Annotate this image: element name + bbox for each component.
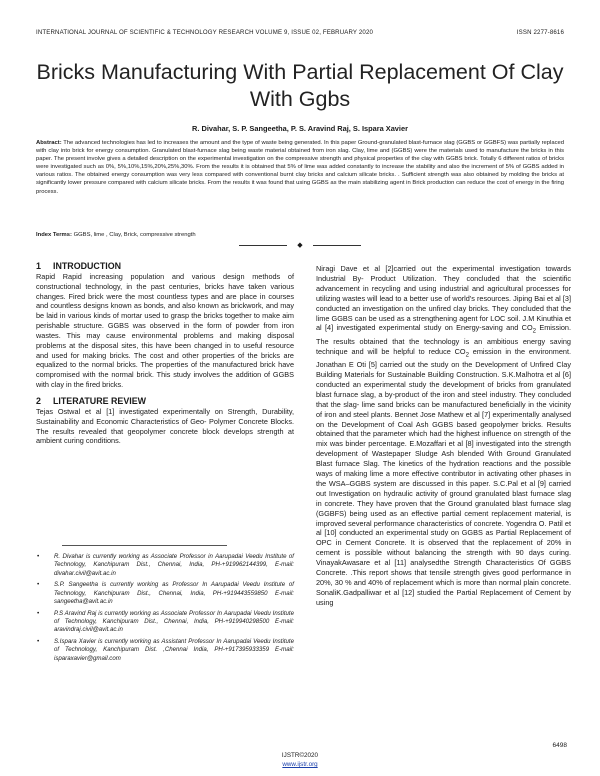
paper-id: IJSTR©2020 (281, 752, 319, 759)
intro-title: INTRODUCTION (53, 261, 122, 271)
lit-text: Tejas Ostwal et al [1] investigated experimentally on Strength, Durability, Sustainability and Economic Characteristics of Geo- Polymer Concrete Blocks. The results revealed that geopolymer concrete block develops strength at ambient curing conditions. (36, 406, 294, 446)
journal-name: INTERNATIONAL JOURNAL OF SCIENTIFIC & TECHNOLOGY RESEARCH VOLUME 9, ISSUE 02, FEBRUARY 2020 (36, 29, 374, 36)
right-column (316, 264, 571, 608)
authors: R. Divahar, S. P. Sangeetha, P. S. Aravind Raj, S. Ispara Xavier (192, 124, 408, 133)
diamond-icon: ◆ (297, 242, 303, 249)
journal-header (36, 29, 564, 36)
issn: ISSN 2277-8616 (516, 29, 564, 36)
bullet-icon: • (37, 638, 40, 646)
footnote-text: S.Ispara Xavier is currently working as Assistant Professor In Aarupadai Veedu Institute of Technology, Kanchipuram Dist. ,Chennai India, PH-+917395933359 E-mail: isparaxavier@gmail.com (54, 638, 294, 662)
lit-text-part3: emission in the environment. Jonathan E Oti [5] carried out the study on the Development of Unfired Clay Building Materials for Sustainable Building Construction. S.K.Malhotra et al [6] conducted an experimental study the development of bricks from granulated blast furnace slag, a by-product of the iron and steel industry. They concluded that the slag- lime sand bricks can be manufactured beneficially in the vicinity of iron and steel plants. Bennet Jose Mathew et al [7] experimentally analysed on the Development of Coal Ash GGBS based geopolymer bricks. Results obtained that the parameter which had the highest influence on strength of the mix was binder percentage. E.Mozaffari et al [8] investigated into the strength development of Wastepaper Sludge Ash blended With Ground Granulated Blast furnace Slag. The kinetics of the hydration reactions and the possible ways of making lime a more effective contributor in activating other phases in the WSA–GGBS system are discussed in this paper. S.C.Pal et al [9] carried out Investigation on hydraulic activity of ground granulated blast furnace slag in concrete. They have proven that the Ground granulated blast furnace slag (GGBFS) being used as an effective partial cement replacement material, is improved several performance characteristics of concrete. Yogendra O. Patil et al [10] conducted an experimental study on GGBS as Partial Replacement of OPC in Cement Concrete. It is observed that the replacement of 20% in cement is possible without balancing the strength with 90 days curing. VinayakAwasare et al [11] analysedthe Strength Characteristics Of GGBS Concrete. .This report shows that tensile strength gives good performance in 20%, 30 % and 40% of replacement which is more than normal plain concrete. SonaliK.Gadpalliwar et al [12] studied the Partial Replacement of Cement by using (316, 346, 571, 607)
abstract-label: Abstract: (36, 140, 62, 146)
index-terms (36, 231, 564, 239)
page-number: 6498 (552, 742, 567, 749)
lit-text-part1: Niragi Dave et al [2]carried out the experimental investigation towards Industrial By- Product Utilization. They concluded that the scientific advancement in recycling and using industrial and agricultural processes for utilizing wastes will lead to a better use of world's resources. Jiping Bai et al [3] conducted an investigation on the unfired clay bricks. They concluded that the lime GGBS can be used as a strengthening agent for LOC soil. J.M Kinuthia et al [4] investigated experimental study on Energy-saving and CO (316, 264, 571, 333)
bullet-icon: • (37, 581, 40, 589)
subscript: 2 (465, 351, 469, 359)
bullet-icon: • (37, 609, 40, 617)
left-column (36, 262, 294, 446)
abstract-text: The advanced technologies has led to increases the amount and the type of waste being generated. In this paper Ground-granulated blast-furnace slag (GGBS or GGBFS) was partially replaced with clay into brick for energy consumption. Granulated blast-furnace slag being waste material obtained from iron slag. Clay, lime and (GGBS) were the materials used to manufacture the bricks in this paper. The present involve gives a detailed description on the experimental investigation on the compressive strength and physical properties of the clay with GGBS brick. Totally 6 different ratios of bricks were investigated such as 0%, 5%,10%,15%,20%,25%,30%. From the results it is obtained that 5% of lime was added constantly to increase the stability and also the increment of 5% of GGBS added in various ratios. The obtained energy consumption was very less compared with conventional burnt clay bricks and calcium silicate bricks. . Sufficient strength was also obtained by molding the bricks at significantly lower pressure compared with calcium silicate bricks. From the results it was found that using GGBS as the main stabilizing agent in Brick production can reduce the cost of energy in the firing process. (36, 140, 564, 195)
paper-title: Bricks Manufacturing With Partial Replacement Of Clay With Ggbs (36, 60, 564, 111)
footnote-text: S.P. Sangeetha is currently working as Professor In Aarupadai Veedu Institute of Technology, Kanchipuram Dist., Chennai, India, PH-+919443559850 E-mail: sangeetha@avit.ac.in (54, 581, 294, 605)
divider-line-right (313, 245, 361, 246)
lit-heading (36, 397, 294, 407)
footnote-text: P.S Aravind Raj is currently working as Associate Professor In Aarupadai Veedu Institute of Technology, Kanchipuram Dist., Chennai, India, PH-+919940298500 E-mail: aravindraj.civil@avit.ac.in (54, 609, 294, 634)
lit-text-part2: Emission. The results obtained that the technology is an ambitious energy saving technique and will be helpful to reduce CO (316, 323, 571, 356)
subscript: 2 (532, 327, 537, 335)
lit-number: 2 (36, 395, 41, 406)
footnote-separator (62, 545, 227, 546)
bullet-icon: • (37, 553, 40, 560)
index-terms-label: Index Terms: (36, 232, 72, 238)
footnote-text: R. Divahar is currently working as Associate Professor in Aarupadai Veedu Institute of Technology, Kanchipuram Dist., Chennai, India, PH-+919962144399, E-mail: divahar.civil@avit.ac.in (54, 553, 294, 577)
divider-line-left (239, 245, 287, 246)
intro-text: Rapid Rapid increasing population and various design methods of constructional technology, in the past centuries, bricks have taken various changes. Fired brick were the most countless types and are place in courses and countless designs known as bonds, and also known as brickwork, and may be laid in various kinds of mortar used to grasp the bricks together to make aim perishable structure. GGBS was observed in the form of powder from iron wastes. This may cause environmental problems and making disposal problems at the disposal sites, this have been changed in to useful resource and used for making bricks. The cost and other properties of the bricks are equalized to the normal bricks. The properties of the manufactured brick have compromised with the normal brick. This study involves the addition of GGBS with clay in the fired bricks. (36, 271, 294, 390)
section-divider (0, 240, 600, 250)
journal-link[interactable]: www.ijstr.org (282, 761, 318, 768)
footnote-item (36, 581, 294, 606)
footnote-item (36, 553, 294, 578)
footnote-item (36, 638, 294, 663)
intro-number: 1 (36, 261, 41, 271)
intro-heading (36, 262, 294, 272)
lit-review-continued (316, 264, 571, 608)
author-footnotes (36, 553, 294, 667)
footnote-item (36, 610, 294, 635)
index-terms-text: GGBS, lime , Clay, Brick, compressive strength (71, 232, 196, 238)
abstract (36, 139, 564, 196)
lit-title: LITERATURE REVIEW (53, 395, 147, 406)
